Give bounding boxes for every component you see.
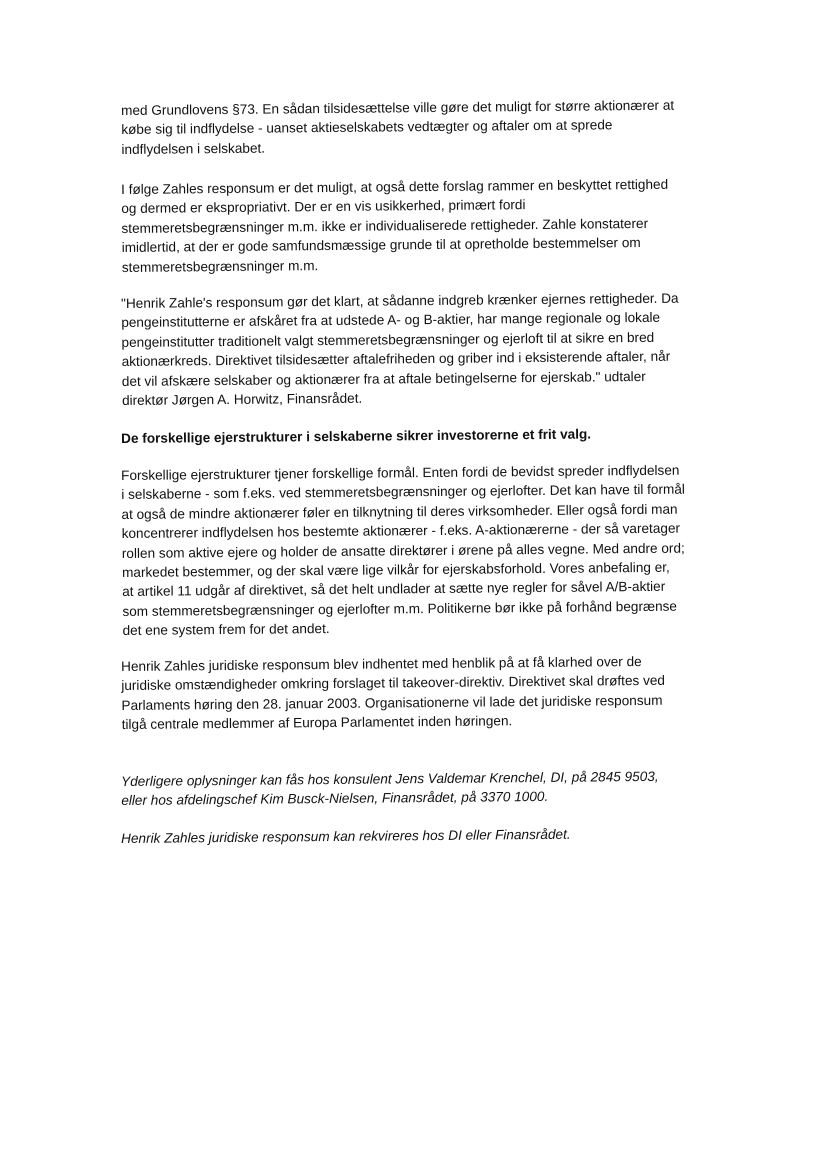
contact-info <box>121 766 721 811</box>
paragraph-grundloven <box>121 95 722 159</box>
text-line: I følge Zahles responsum er det muligt, at også dette forslag rammer en beskyttet rettighed <box>121 176 669 197</box>
text-line: eller hos afdelingschef Kim Busck-Nielsen, Finansrådet, på 3370 1000. <box>121 789 549 809</box>
heading-text: De forskellige ejerstrukturer i selskaberne sikrer investorerne et frit valg. <box>121 426 592 446</box>
text-line: tilgå centrale medlemmer af Europa Parlamentet inden høringen. <box>121 713 513 733</box>
text-line: koncentrerer indflydelsen hos bestemte aktionærer - f.eks. A-aktionærerne - der så varetager <box>121 520 681 542</box>
text-line: direktør Jørgen A. Horwitz, Finansrådet. <box>121 390 363 409</box>
text-line: som stemmeretsbegrænsninger og ejerlofter m.m. Politikerne bør ikke på forhånd begrænse <box>122 598 678 619</box>
text-line: med Grundlovens §73. En sådan tilsidesættelse ville gøre det muligt for større aktionærer at <box>121 97 675 118</box>
text-line: i selskaberne - som f.eks. ved stemmeretsbegrænsninger og ejerlofter. Det kan have til formål <box>121 481 685 503</box>
paragraph-horwitz-quote <box>121 288 722 410</box>
text-line: Henrik Zahles juridiske responsum blev indhentet med henblik på at få klarhed over de <box>121 654 642 674</box>
text-line: indflydelsen i selskabet. <box>121 140 266 157</box>
text-line: juridiske omstændigheder omkring forslaget til takeover-direktiv. Direktivet skal drøftes ved <box>121 673 666 694</box>
text-line: aktionærkreds. Direktivet tilsidesætter aftalefriheden og griber ind i eksisterende aftaler, når <box>121 348 671 370</box>
text-line: Yderligere oplysninger kan fås hos konsulent Jens Valdemar Krenchel, DI, på 2845 9503, <box>121 768 659 789</box>
text-line: "Henrik Zahle's responsum gør det klart, at sådanne indgreb krænker ejernes rettigheder. Da <box>121 290 679 311</box>
section-heading <box>121 423 721 448</box>
text-line: rollen som aktive ejere og holder de ansatte direktører i ørene på alles vegne. Med andre ord; <box>121 540 685 561</box>
text-line: og dermed er ekspropriativt. Der er en vis usikkerhed, primært fordi <box>121 197 526 217</box>
text-line: stemmeretsbegrænsninger m.m. <box>121 257 319 275</box>
text-line: at artikel 11 udgår af direktivet, så det helt undlader at sætte nye regler for såvel A/B-aktier <box>122 579 666 600</box>
text-line: købe sig til indflydelse - uanset aktieselskabets vedtægter og aftaler om at sprede <box>121 117 613 138</box>
paragraph-takeover-direktiv <box>121 651 722 734</box>
text-line: det ene system frem for det andet. <box>122 621 330 639</box>
paragraph-zahle-responsum <box>121 174 722 277</box>
text-line: pengeinstitutter traditionelt valgt stemmeretsbegrænsninger og ejerloft til at sikre en bred <box>121 329 655 350</box>
paragraph-ejerstrukturer <box>121 460 723 640</box>
text-line: pengeinstitutterne er afskåret fra at udstede A- og B-aktier, har mange regionale og lokale <box>121 310 661 331</box>
text-line: at også de mindre aktionærer føler en tilknytning til deres virksomheder. Eller også fordi man <box>121 501 678 522</box>
text-line: Henrik Zahles juridiske responsum kan rekvireres hos DI eller Finansrådet. <box>121 826 571 846</box>
responsum-availability-note <box>121 823 721 848</box>
text-line: imidlertid, at der er gode samfundsmæssige grunde til at opretholde bestemmelser om <box>121 235 641 256</box>
text-line: Forskellige ejerstrukturer tjener forskellige formål. Enten fordi de bevidst spreder indflydelsen <box>121 462 680 483</box>
text-line: det vil afskære selskaber og aktionærer fra at aftale betingelserne for ejerskab." udtaler <box>121 368 646 389</box>
text-line: stemmeretsbegrænsninger m.m. ikke er individualiserede rettigheder. Zahle konstaterer <box>121 215 649 236</box>
text-line: Parlaments høring den 28. januar 2003. Organisationerne vil lade det juridiske responsum <box>121 692 663 713</box>
text-line: markedet bestemmer, og der skal være lige vilkår for ejerskabsforhold. Vores anbefaling er, <box>121 559 670 581</box>
